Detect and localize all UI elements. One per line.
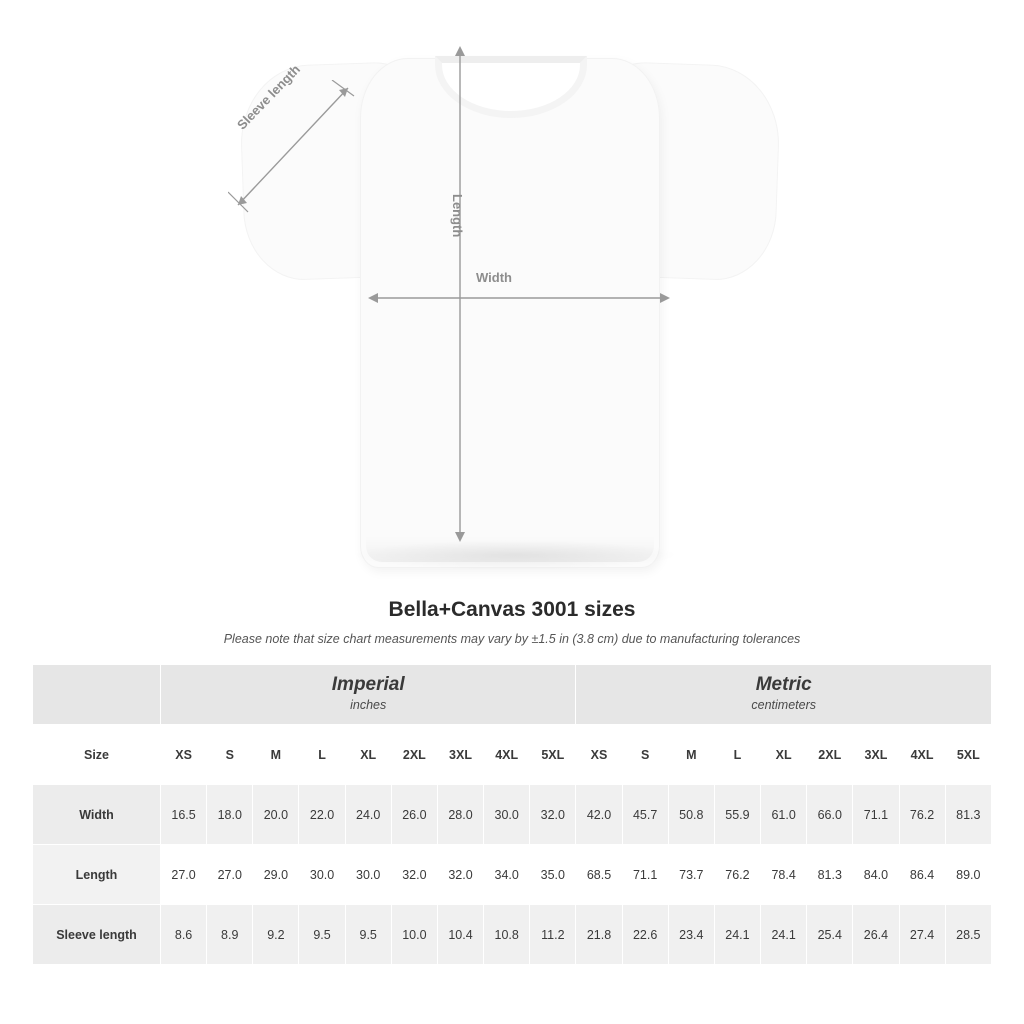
- column-header-size-5: 2XL: [391, 725, 437, 785]
- cell-sleeve-14: 25.4: [807, 905, 853, 965]
- table-row: [33, 785, 992, 845]
- cell-width-16: 76.2: [899, 785, 945, 845]
- row-label-sleeve-length: Sleeve length: [33, 905, 161, 965]
- system-name-metric: Metric: [755, 673, 812, 695]
- cell-sleeve-5: 10.0: [391, 905, 437, 965]
- cell-sleeve-10: 22.6: [622, 905, 668, 965]
- column-header-size-7: 4XL: [484, 725, 530, 785]
- cell-length-8: 35.0: [530, 845, 576, 905]
- cell-sleeve-11: 23.4: [668, 905, 714, 965]
- width-arrow-icon: [366, 286, 672, 310]
- chart-title-block: [0, 598, 1024, 646]
- cell-width-8: 32.0: [530, 785, 576, 845]
- cell-sleeve-17: 28.5: [945, 905, 991, 965]
- tolerance-note: Please note that size chart measurements may vary by ±1.5 in (3.8 cm) due to manufacturing tolerances: [223, 632, 801, 646]
- system-unit-imperial: inches: [350, 698, 387, 713]
- cell-sleeve-1: 8.9: [207, 905, 253, 965]
- tshirt-drop-shadow: [350, 540, 680, 570]
- cell-width-3: 22.0: [299, 785, 345, 845]
- cell-sleeve-0: 8.6: [161, 905, 207, 965]
- column-header-size-6: 3XL: [437, 725, 483, 785]
- row-label-length: Length: [33, 845, 161, 905]
- cell-length-15: 84.0: [853, 845, 899, 905]
- system-header-imperial: [161, 665, 576, 725]
- cell-width-12: 55.9: [714, 785, 760, 845]
- cell-length-5: 32.0: [391, 845, 437, 905]
- cell-length-16: 86.4: [899, 845, 945, 905]
- table-system-header-row: [33, 665, 992, 725]
- column-header-size-8: 5XL: [530, 725, 576, 785]
- cell-width-11: 50.8: [668, 785, 714, 845]
- cell-width-4: 24.0: [345, 785, 391, 845]
- column-header-size-9: XS: [576, 725, 622, 785]
- width-annotation: [366, 270, 672, 310]
- size-chart-table-wrap: [32, 664, 992, 965]
- cell-sleeve-6: 10.4: [437, 905, 483, 965]
- cell-sleeve-16: 27.4: [899, 905, 945, 965]
- column-header-size: Size: [33, 725, 161, 785]
- sleeve-length-arrow-icon: [228, 80, 358, 215]
- table-row: [33, 845, 992, 905]
- column-header-size-11: M: [668, 725, 714, 785]
- cell-sleeve-4: 9.5: [345, 905, 391, 965]
- cell-width-2: 20.0: [253, 785, 299, 845]
- system-unit-metric: centimeters: [751, 698, 816, 713]
- width-label: Width: [476, 270, 512, 285]
- cell-length-0: 27.0: [161, 845, 207, 905]
- cell-length-1: 27.0: [207, 845, 253, 905]
- column-header-size-15: 3XL: [853, 725, 899, 785]
- cell-length-9: 68.5: [576, 845, 622, 905]
- size-chart-table: [32, 664, 992, 965]
- column-header-size-0: XS: [161, 725, 207, 785]
- column-header-size-12: L: [714, 725, 760, 785]
- cell-length-10: 71.1: [622, 845, 668, 905]
- column-header-size-16: 4XL: [899, 725, 945, 785]
- cell-length-2: 29.0: [253, 845, 299, 905]
- cell-length-11: 73.7: [668, 845, 714, 905]
- cell-sleeve-8: 11.2: [530, 905, 576, 965]
- cell-sleeve-3: 9.5: [299, 905, 345, 965]
- system-name-imperial: Imperial: [331, 673, 405, 695]
- cell-length-13: 78.4: [761, 845, 807, 905]
- column-header-size-1: S: [207, 725, 253, 785]
- column-header-size-17: 5XL: [945, 725, 991, 785]
- sleeve-length-annotation: [228, 61, 358, 215]
- column-header-size-14: 2XL: [807, 725, 853, 785]
- table-size-header-row: [33, 725, 992, 785]
- column-header-size-2: M: [253, 725, 299, 785]
- table-row: [33, 905, 992, 965]
- cell-length-3: 30.0: [299, 845, 345, 905]
- cell-length-14: 81.3: [807, 845, 853, 905]
- cell-sleeve-13: 24.1: [761, 905, 807, 965]
- cell-sleeve-15: 26.4: [853, 905, 899, 965]
- cell-width-14: 66.0: [807, 785, 853, 845]
- cell-length-17: 89.0: [945, 845, 991, 905]
- cell-length-7: 34.0: [484, 845, 530, 905]
- cell-width-9: 42.0: [576, 785, 622, 845]
- cell-width-17: 81.3: [945, 785, 991, 845]
- cell-sleeve-7: 10.8: [484, 905, 530, 965]
- tshirt-body: [360, 58, 660, 568]
- cell-sleeve-12: 24.1: [714, 905, 760, 965]
- cell-length-4: 30.0: [345, 845, 391, 905]
- column-header-size-10: S: [622, 725, 668, 785]
- cell-width-10: 45.7: [622, 785, 668, 845]
- cell-sleeve-9: 21.8: [576, 905, 622, 965]
- sleeve-length-label: Sleeve length: [234, 61, 304, 133]
- length-label: Length: [450, 194, 465, 238]
- column-header-size-4: XL: [345, 725, 391, 785]
- column-header-size-13: XL: [761, 725, 807, 785]
- cell-width-5: 26.0: [391, 785, 437, 845]
- cell-sleeve-2: 9.2: [253, 905, 299, 965]
- cell-length-12: 76.2: [714, 845, 760, 905]
- cell-width-6: 28.0: [437, 785, 483, 845]
- row-label-width: Width: [33, 785, 161, 845]
- cell-width-15: 71.1: [853, 785, 899, 845]
- cell-width-13: 61.0: [761, 785, 807, 845]
- cell-width-0: 16.5: [161, 785, 207, 845]
- cell-width-1: 18.0: [207, 785, 253, 845]
- cell-width-7: 30.0: [484, 785, 530, 845]
- system-header-metric: [576, 665, 992, 725]
- column-header-size-3: L: [299, 725, 345, 785]
- system-header-corner: [33, 665, 161, 725]
- page-title: Bella+Canvas 3001 sizes: [388, 598, 636, 621]
- cell-length-6: 32.0: [437, 845, 483, 905]
